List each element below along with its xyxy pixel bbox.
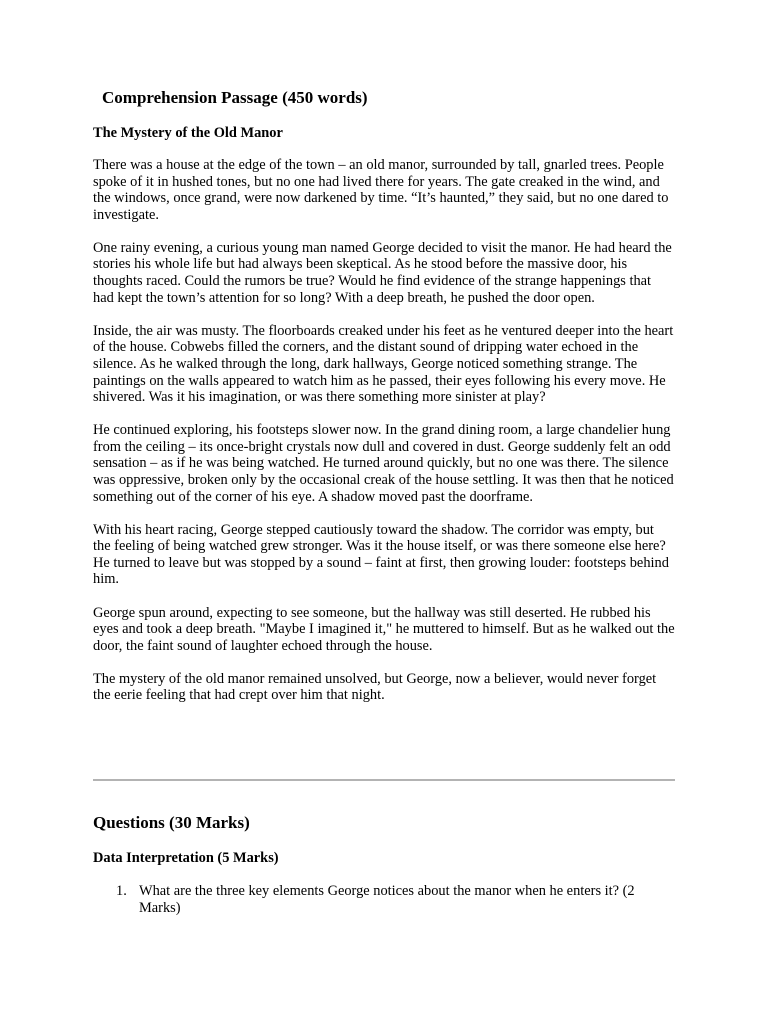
passage-paragraph: The mystery of the old manor remained unsolved, but George, now a believer, would never forget the eerie feeling that had crept over him that night. bbox=[93, 670, 657, 704]
passage-paragraph: He continued exploring, his footsteps slower now. In the grand dining room, a large chandelier hung from the ceiling – its once-bright crystals now dull and covered in dust. George suddenly felt an odd sensation – as if he was being watched. He turned around quickly, but no one was there. The silence was oppressive, broken only by the occasional creak of the house settling. It was then that he noticed something out of the corner of his eye. A shadow moved past the doorframe. bbox=[93, 422, 674, 505]
question-number: 1. bbox=[116, 883, 127, 899]
passage-heading: Comprehension Passage (450 words) bbox=[102, 88, 368, 107]
passage-paragraph: There was a house at the edge of the town – an old manor, surrounded by tall, gnarled trees. People spoke of it in hushed tones, but no one had lived there for years. The gate creaked in the wind, and the windows, once grand, were now darkened by time. “It’s haunted,” they said, but no one dared to investigate. bbox=[93, 157, 669, 223]
questions-heading: Questions (30 Marks) bbox=[93, 813, 250, 832]
section-heading: Data Interpretation (5 Marks) bbox=[93, 850, 279, 866]
horizontal-divider bbox=[93, 779, 675, 781]
passage-paragraph: One rainy evening, a curious young man named George decided to visit the manor. He had heard the stories his whole life but had always been skeptical. As he stood before the massive door, his thoughts raced. Could the rumors be true? Would he find evidence of the strange happenings that had kept the town’s attention for so long? With a deep breath, he pushed the door open. bbox=[93, 239, 672, 306]
passage-paragraph: George spun around, expecting to see someone, but the hallway was still deserted. He rubbed his eyes and took a deep breath. "Maybe I imagined it," he muttered to himself. But as he walked out the door, the faint sound of laughter echoed through the house. bbox=[93, 604, 675, 654]
question-list bbox=[93, 883, 675, 916]
passage-paragraph: Inside, the air was musty. The floorboards creaked under his feet as he ventured deeper into the heart of the house. Cobwebs filled the corners, and the distant sound of dripping water echoed in the silence. As he walked through the long, dark hallways, George noticed something strange. The paintings on the walls appeared to watch him as he passed, their eyes following his every move. He shivered. Was it his imagination, or was there something more sinister at play? bbox=[93, 322, 674, 406]
question-item bbox=[93, 883, 675, 916]
passage-body bbox=[93, 157, 675, 721]
story-title: The Mystery of the Old Manor bbox=[93, 125, 283, 141]
passage-paragraph: With his heart racing, George stepped cautiously toward the shadow. The corridor was empty, but the feeling of being watched grew stronger. Was it the house itself, or was there someone else here? He turned to leave but was stopped by a sound – faint at first, then growing louder: footsteps behind him. bbox=[93, 521, 669, 588]
question-text: What are the three key elements George notices about the manor when he enters it? (2 Marks) bbox=[139, 883, 635, 916]
